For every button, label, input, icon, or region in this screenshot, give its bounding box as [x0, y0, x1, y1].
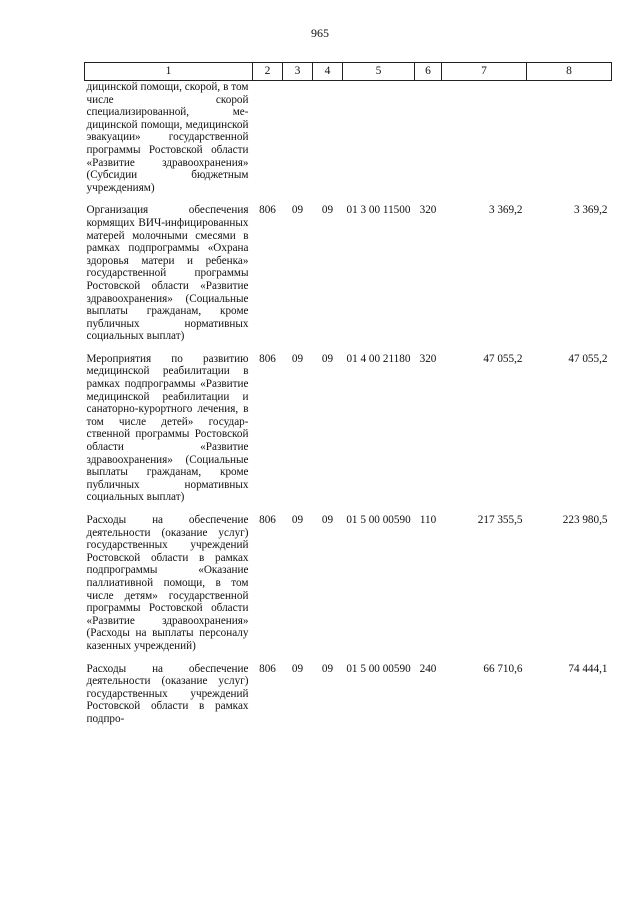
- row-section-code: 09: [291, 662, 304, 675]
- row-subsection-code: 09: [321, 662, 334, 675]
- row-amount-year1: [442, 81, 527, 195]
- row-subsection-code: 09: [321, 514, 334, 526]
- row-ministry-code: 806: [259, 514, 276, 526]
- row-section-code: 09: [291, 352, 304, 365]
- col-header-7: 7: [442, 63, 527, 81]
- col-header-2: 2: [253, 63, 283, 81]
- row-subsection-code: [313, 81, 343, 195]
- table-row: [85, 514, 612, 653]
- row-amount-year2: 47 055,2: [568, 352, 608, 365]
- table-header-row: [85, 63, 612, 81]
- row-expense-type: [415, 81, 442, 195]
- table-row: [85, 663, 612, 726]
- row-amount-year1: 66 710,6: [483, 662, 523, 675]
- budget-table: [84, 62, 612, 726]
- table-row: [85, 204, 612, 343]
- row-target-article: 01 5 00 00590: [346, 662, 411, 675]
- row-amount-year1: 47 055,2: [483, 352, 523, 365]
- col-header-5: 5: [343, 63, 415, 81]
- row-section-code: 09: [291, 204, 304, 217]
- row-expense-type: 240: [419, 662, 437, 675]
- row-expense-type: 110: [419, 514, 437, 526]
- row-description: Мероприятия по развитию медицинской реабилитации в рамках подпрограммы «Развитие медицинской реабилитации и санаторно-курортного лечения, в том числе детей» государственной программы Ростовской области «Развитие здравоохранения» (Социальные выплаты гражданам, кроме публичных нормативных социальных выплат): [86, 352, 249, 504]
- row-description: дицинской помощи, скорой, в том числе скорой специализированной, медицинской помощи, медицинской эвакуации» государственной программы Ростовской области «Развитие здравоохранения» (Субсидии бюджетным учреждениям): [86, 81, 249, 194]
- row-subsection-code: 09: [321, 204, 334, 217]
- row-amount-year1: 217 355,5: [477, 514, 523, 526]
- table-row: [85, 353, 612, 504]
- row-section-code: [283, 81, 313, 195]
- row-target-article: 01 5 00 00590: [346, 514, 411, 526]
- page-number: 965: [311, 26, 329, 40]
- row-description: Расходы на обеспечение деятельности (оказание услуг) государственных учреждений Ростовской области в рамках подпро-: [86, 662, 249, 725]
- row-amount-year2: 3 369,2: [573, 204, 608, 217]
- col-header-4: 4: [313, 63, 343, 81]
- row-description: Расходы на обеспечение деятельности (оказание услуг) государственных учреждений Ростовской области в рамках подпрограммы «Оказание паллиативной помощи, в том числе детям» государственной программы Ростовской области «Развитие здравоохранения» (Расходы на выплаты персоналу казенных учреждений): [86, 514, 249, 652]
- row-expense-type: 320: [419, 352, 437, 365]
- row-target-article: [343, 81, 415, 195]
- col-header-3: 3: [283, 63, 313, 81]
- row-amount-year2: [527, 81, 612, 195]
- row-ministry-code: 806: [259, 204, 276, 217]
- table-row: [85, 81, 612, 195]
- row-ministry-code: [253, 81, 283, 195]
- row-amount-year2: 223 980,5: [562, 514, 608, 526]
- col-header-8: 8: [527, 63, 612, 81]
- row-subsection-code: 09: [321, 352, 334, 365]
- row-section-code: 09: [291, 514, 304, 526]
- row-amount-year2: 74 444,1: [568, 662, 608, 675]
- row-ministry-code: 806: [259, 662, 276, 675]
- row-description: Организация обеспечения кормящих ВИЧ-инфицированных матерей молочными смесями в рамках подпрограммы «Охрана здоровья матери и ребенка» государственной программы Ростовской области «Развитие здравоохранения» (Социальные выплаты гражданам, кроме публичных нормативных социальных выплат): [86, 204, 249, 343]
- row-expense-type: 320: [419, 204, 437, 217]
- col-header-1: 1: [85, 63, 253, 81]
- row-target-article: 01 4 00 21180: [346, 352, 411, 365]
- row-ministry-code: 806: [259, 352, 276, 365]
- col-header-6: 6: [415, 63, 442, 81]
- row-amount-year1: 3 369,2: [488, 204, 523, 217]
- row-target-article: 01 3 00 11500: [346, 204, 411, 217]
